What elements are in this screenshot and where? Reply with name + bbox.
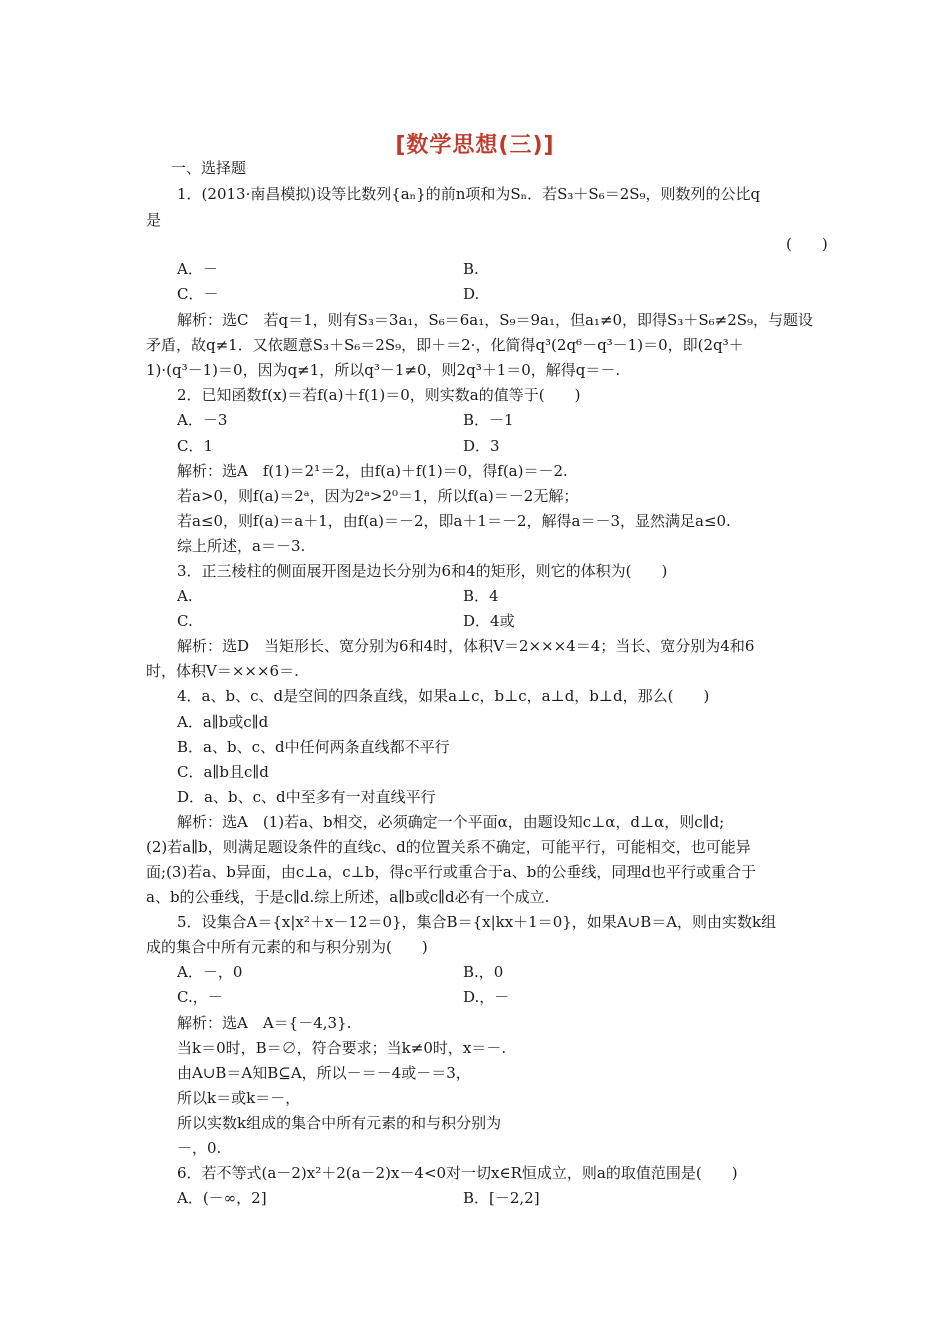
solution-line: 综上所述，a＝－3. — [177, 537, 306, 555]
solution-line: 解析：选D 当矩形长、宽分别为6和4时，体积V＝2×××4＝4；当长、宽分别为4和6 — [177, 637, 755, 655]
option-a: A．－ — [177, 260, 218, 278]
answer-bracket: ( ) — [786, 235, 828, 253]
solution-line: 若a>0，则f(a)＝2ᵃ，因为2ᵃ>2⁰＝1，所以f(a)＝－2无解； — [177, 487, 579, 505]
solution-line: －，0. — [177, 1139, 222, 1157]
solution-line: 面;(3)若a、b异面，由c⊥a，c⊥b，得c平行或重合于a、b的公垂线，同理d也平行或重合于 — [146, 863, 756, 881]
question-2-text: 2．已知函数f(x)＝若f(a)＋f(1)＝0，则实数a的值等于( ) — [177, 386, 581, 404]
solution-line: 所以实数k组成的集合中所有元素的和与积分别为 — [177, 1114, 502, 1132]
solution-line: 时，体积V＝×××6＝. — [146, 662, 299, 680]
option-d: D.，－ — [463, 988, 510, 1006]
option-b: B．4 — [463, 587, 499, 605]
solution-line: 由A∪B＝A知B⊆A，所以－＝－4或－＝3， — [177, 1064, 471, 1082]
option-b: B. — [463, 260, 479, 278]
option-c: C．－ — [177, 285, 219, 303]
solution-line: 若a≤0，则f(a)＝a＋1，由f(a)＝－2，即a＋1＝－2，解得a＝－3，显然满足a≤0. — [177, 512, 731, 530]
solution-line: a、b的公垂线，于是c∥d.综上所述，a∥b或c∥d必有一个成立. — [146, 888, 550, 906]
option-c: C. — [177, 612, 193, 630]
option-b: B．[－2,2] — [463, 1189, 540, 1207]
option-c: C.，－ — [177, 988, 223, 1006]
option-d: D. — [463, 285, 480, 303]
section-heading: 一、选择题 — [171, 159, 247, 177]
question-1-text-cont: 是 — [146, 211, 162, 229]
option-d: D．a、b、c、d中至多有一对直线平行 — [177, 788, 436, 806]
question-3-text: 3．正三棱柱的侧面展开图是边长分别为6和4的矩形，则它的体积为( ) — [177, 562, 668, 580]
solution-line: 解析：选A (1)若a、b相交，必须确定一个平面α，由题设知c⊥α，d⊥α，则c∥d; — [177, 813, 725, 831]
solution-line: 矛盾，故q≠1．又依题意S₃＋S₆＝2S₉，即＋＝2·，化简得q³(2q⁶－q³－1)＝0，即(2q³＋ — [146, 336, 744, 354]
option-a: A．－3 — [177, 411, 228, 429]
question-5-text-cont: 成的集合中所有元素的和与积分别为( ) — [146, 938, 428, 956]
option-d: D．3 — [463, 437, 500, 455]
option-a: A．－，0 — [177, 963, 243, 981]
solution-line: 解析：选C 若q＝1，则有S₃＝3a₁，S₆＝6a₁，S₉＝9a₁，但a₁≠0，即得S₃＋S₆≠2S₉，与题设 — [177, 311, 814, 329]
solution-line: 当k＝0时，B＝∅，符合要求；当k≠0时，x＝－. — [177, 1039, 507, 1057]
question-6-text: 6．若不等式(a－2)x²＋2(a－2)x－4<0对一切x∈R恒成立，则a的取值范围是( ) — [177, 1164, 738, 1182]
page-title: [数学思想(三)] — [395, 133, 555, 158]
option-a: A．(－∞，2] — [177, 1189, 267, 1207]
option-b: B．－1 — [463, 411, 514, 429]
solution-line: 1)·(q³－1)＝0，因为q≠1，所以q³－1≠0，则2q³＋1＝0，解得q＝－. — [146, 361, 621, 379]
solution-line: 解析：选A A＝{－4,3}. — [177, 1014, 352, 1032]
question-5-text: 5．设集合A＝{x|x²＋x－12＝0}，集合B＝{x|kx＋1＝0}，如果A∪B＝A，则由实数k组 — [177, 913, 777, 931]
question-1-text: 1．(2013·南昌模拟)设等比数列{aₙ}的前n项和为Sₙ．若S₃＋S₆＝2S₉，则数列的公比q — [177, 185, 761, 203]
solution-line: 解析：选A f(1)＝2¹＝2，由f(a)＋f(1)＝0，得f(a)＝－2. — [177, 462, 568, 480]
option-c: C．1 — [177, 437, 214, 455]
solution-line: 所以k＝或k＝－， — [177, 1089, 301, 1107]
solution-line: (2)若a∥b，则满足题设条件的直线c、d的位置关系不确定，可能平行，可能相交，也可能异 — [146, 838, 751, 856]
option-b: B．a、b、c、d中任何两条直线都不平行 — [177, 738, 450, 756]
option-a: A. — [177, 587, 193, 605]
option-b: B.，0 — [463, 963, 504, 981]
option-a: A．a∥b或c∥d — [177, 713, 269, 731]
option-d: D．4或 — [463, 612, 515, 630]
option-c: C．a∥b且c∥d — [177, 763, 269, 781]
question-4-text: 4．a、b、c、d是空间的四条直线，如果a⊥c，b⊥c，a⊥d，b⊥d，那么( ) — [177, 687, 710, 705]
